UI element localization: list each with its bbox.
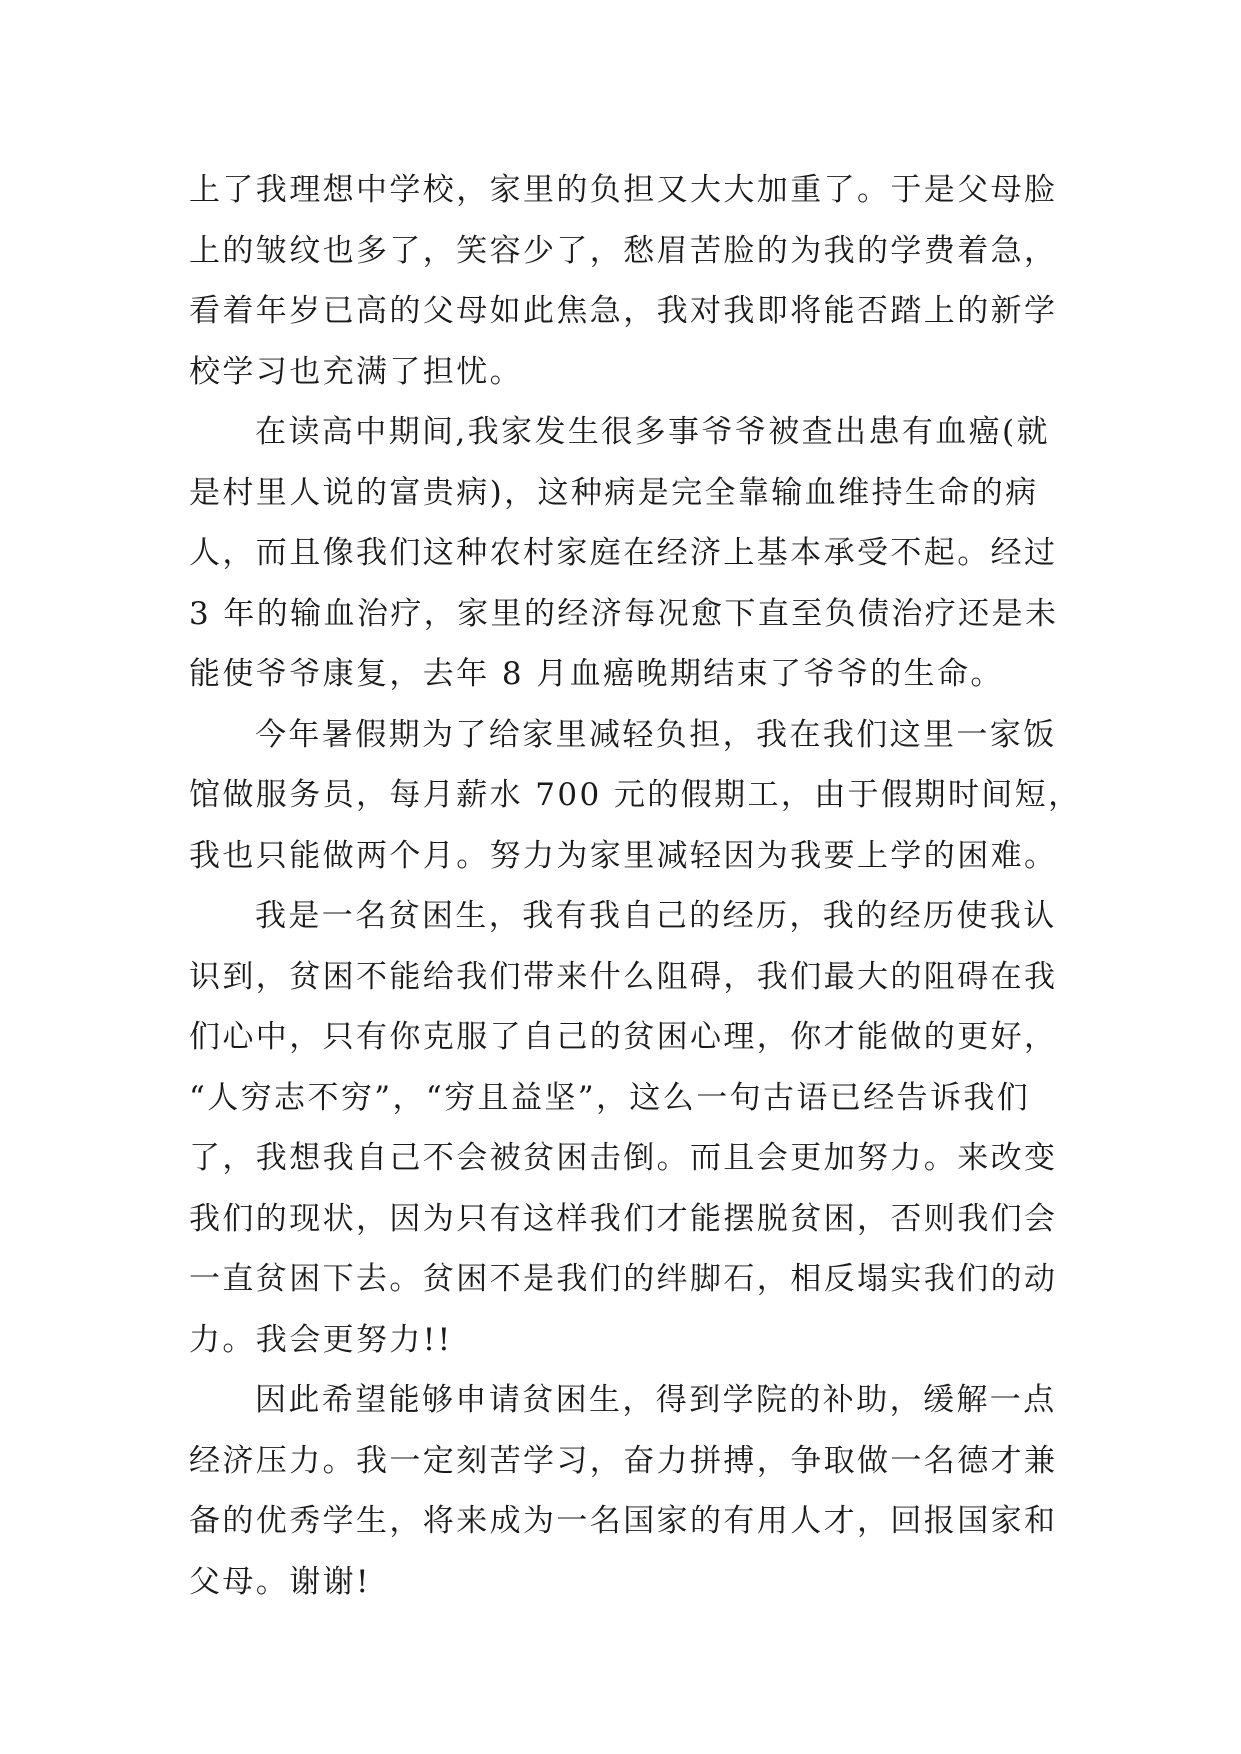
text-line: 父母。谢谢! xyxy=(189,1563,371,1600)
text-line: 们心中，只有你克服了自己的贫困心理，你才能做的更好， xyxy=(189,1019,1058,1055)
text-line: 备的优秀学生，将来成为一名国家的有用人才，回报国家和 xyxy=(189,1503,1058,1539)
paragraph-start-line: 在读高中期间,我家发生很多事爷爷被查出患有血癌(就 xyxy=(255,414,1050,450)
text-line: 能使爷爷康复，去年 8 月血癌晚期结束了爷爷的生命。 xyxy=(189,656,1004,692)
text-line: “人穷志不穷”，“穷且益坚”，这么一句古语已经告诉我们 xyxy=(189,1079,1031,1116)
text-line: 校学习也充满了担忧。 xyxy=(189,353,523,390)
text-line: 人，而且像我们这种农村家庭在经济上基本承受不起。经过 xyxy=(189,535,1058,571)
text-line: 上的皱纹也多了，笑容少了，愁眉苦脸的为我的学费着急， xyxy=(189,232,1058,269)
text-line: 力。我会更努力!! xyxy=(189,1321,453,1358)
text-line: 馆做服务员，每月薪水 700 元的假期工，由于假期时间短， xyxy=(189,777,1082,813)
text-line: 一直贫困下去。贫困不是我们的绊脚石，相反塌实我们的动 xyxy=(189,1261,1058,1297)
paragraph-start-line: 我是一名贫困生，我有我自己的经历，我的经历使我认 xyxy=(255,898,1057,934)
paragraph-start-line: 今年暑假期为了给家里减轻负担，我在我们这里一家饭 xyxy=(255,716,1057,753)
text-line: 上了我理想中学校，家里的负担又大大加重了。于是父母脸 xyxy=(189,172,1058,208)
text-line: 是村里人说的富贵病)，这种病是完全靠输血维持生命的病 xyxy=(189,474,1039,511)
text-line: 识到，贫困不能给我们带来什么阻碍，我们最大的阻碍在我 xyxy=(189,958,1058,995)
document-body xyxy=(189,160,1082,1612)
text-line: 我也只能做两个月。努力为家里减轻因为我要上学的困难。 xyxy=(189,837,1058,874)
text-line: 经济压力。我一定刻苦学习，奋力拼搏，争取做一名德才兼 xyxy=(189,1442,1058,1479)
text-line: 看着年岁已高的父母如此焦急，我对我即将能否踏上的新学 xyxy=(189,293,1058,329)
text-line: 3 年的输血治疗，家里的经济每况愈下直至负债治疗还是未 xyxy=(189,595,1059,632)
text-line: 了，我想我自己不会被贫困击倒。而且会更加努力。来改变 xyxy=(189,1140,1058,1176)
paragraph-start-line: 因此希望能够申请贫困生，得到学院的补助，缓解一点 xyxy=(255,1382,1057,1418)
text-line: 我们的现状，因为只有这样我们才能摆脱贫困，否则我们会 xyxy=(189,1200,1058,1237)
